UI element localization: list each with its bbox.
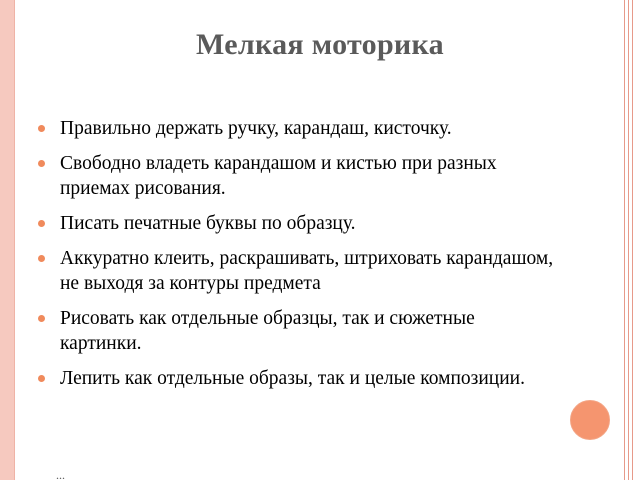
slide-right-border [620, 0, 640, 480]
bullet-item [38, 366, 558, 391]
bullet-text: Правильно держать ручку, карандаш, кисточку. [60, 118, 452, 139]
bullet-icon [38, 375, 45, 382]
bullet-text: Свободно владеть карандашом и кистью при разных приемах рисования. [60, 153, 497, 199]
decorative-circle-icon [570, 400, 610, 440]
bullet-text: Лепить как отдельные образы, так и целые композиции. [60, 368, 525, 389]
bullet-item [38, 116, 558, 141]
truncated-text: ... [56, 468, 65, 482]
bullet-item [38, 151, 558, 201]
bullet-text: Писать печатные буквы по образцу. [60, 213, 356, 234]
bullet-text: Рисовать как отдельные образцы, так и сюжетные картинки. [60, 308, 475, 354]
slide-title: Мелкая моторика [196, 28, 444, 61]
bullet-item [38, 306, 558, 356]
bullet-icon [38, 160, 45, 167]
bullet-item [38, 246, 558, 296]
bullet-list [38, 116, 558, 401]
bullet-icon [38, 125, 45, 132]
bullet-icon [38, 315, 45, 322]
bullet-text: Аккуратно клеить, раскрашивать, штриховать карандашом, не выходя за контуры предмета [60, 248, 554, 294]
bullet-icon [38, 255, 45, 262]
bullet-item [38, 211, 558, 236]
bullet-icon [38, 220, 45, 227]
slide-left-border [0, 0, 15, 480]
